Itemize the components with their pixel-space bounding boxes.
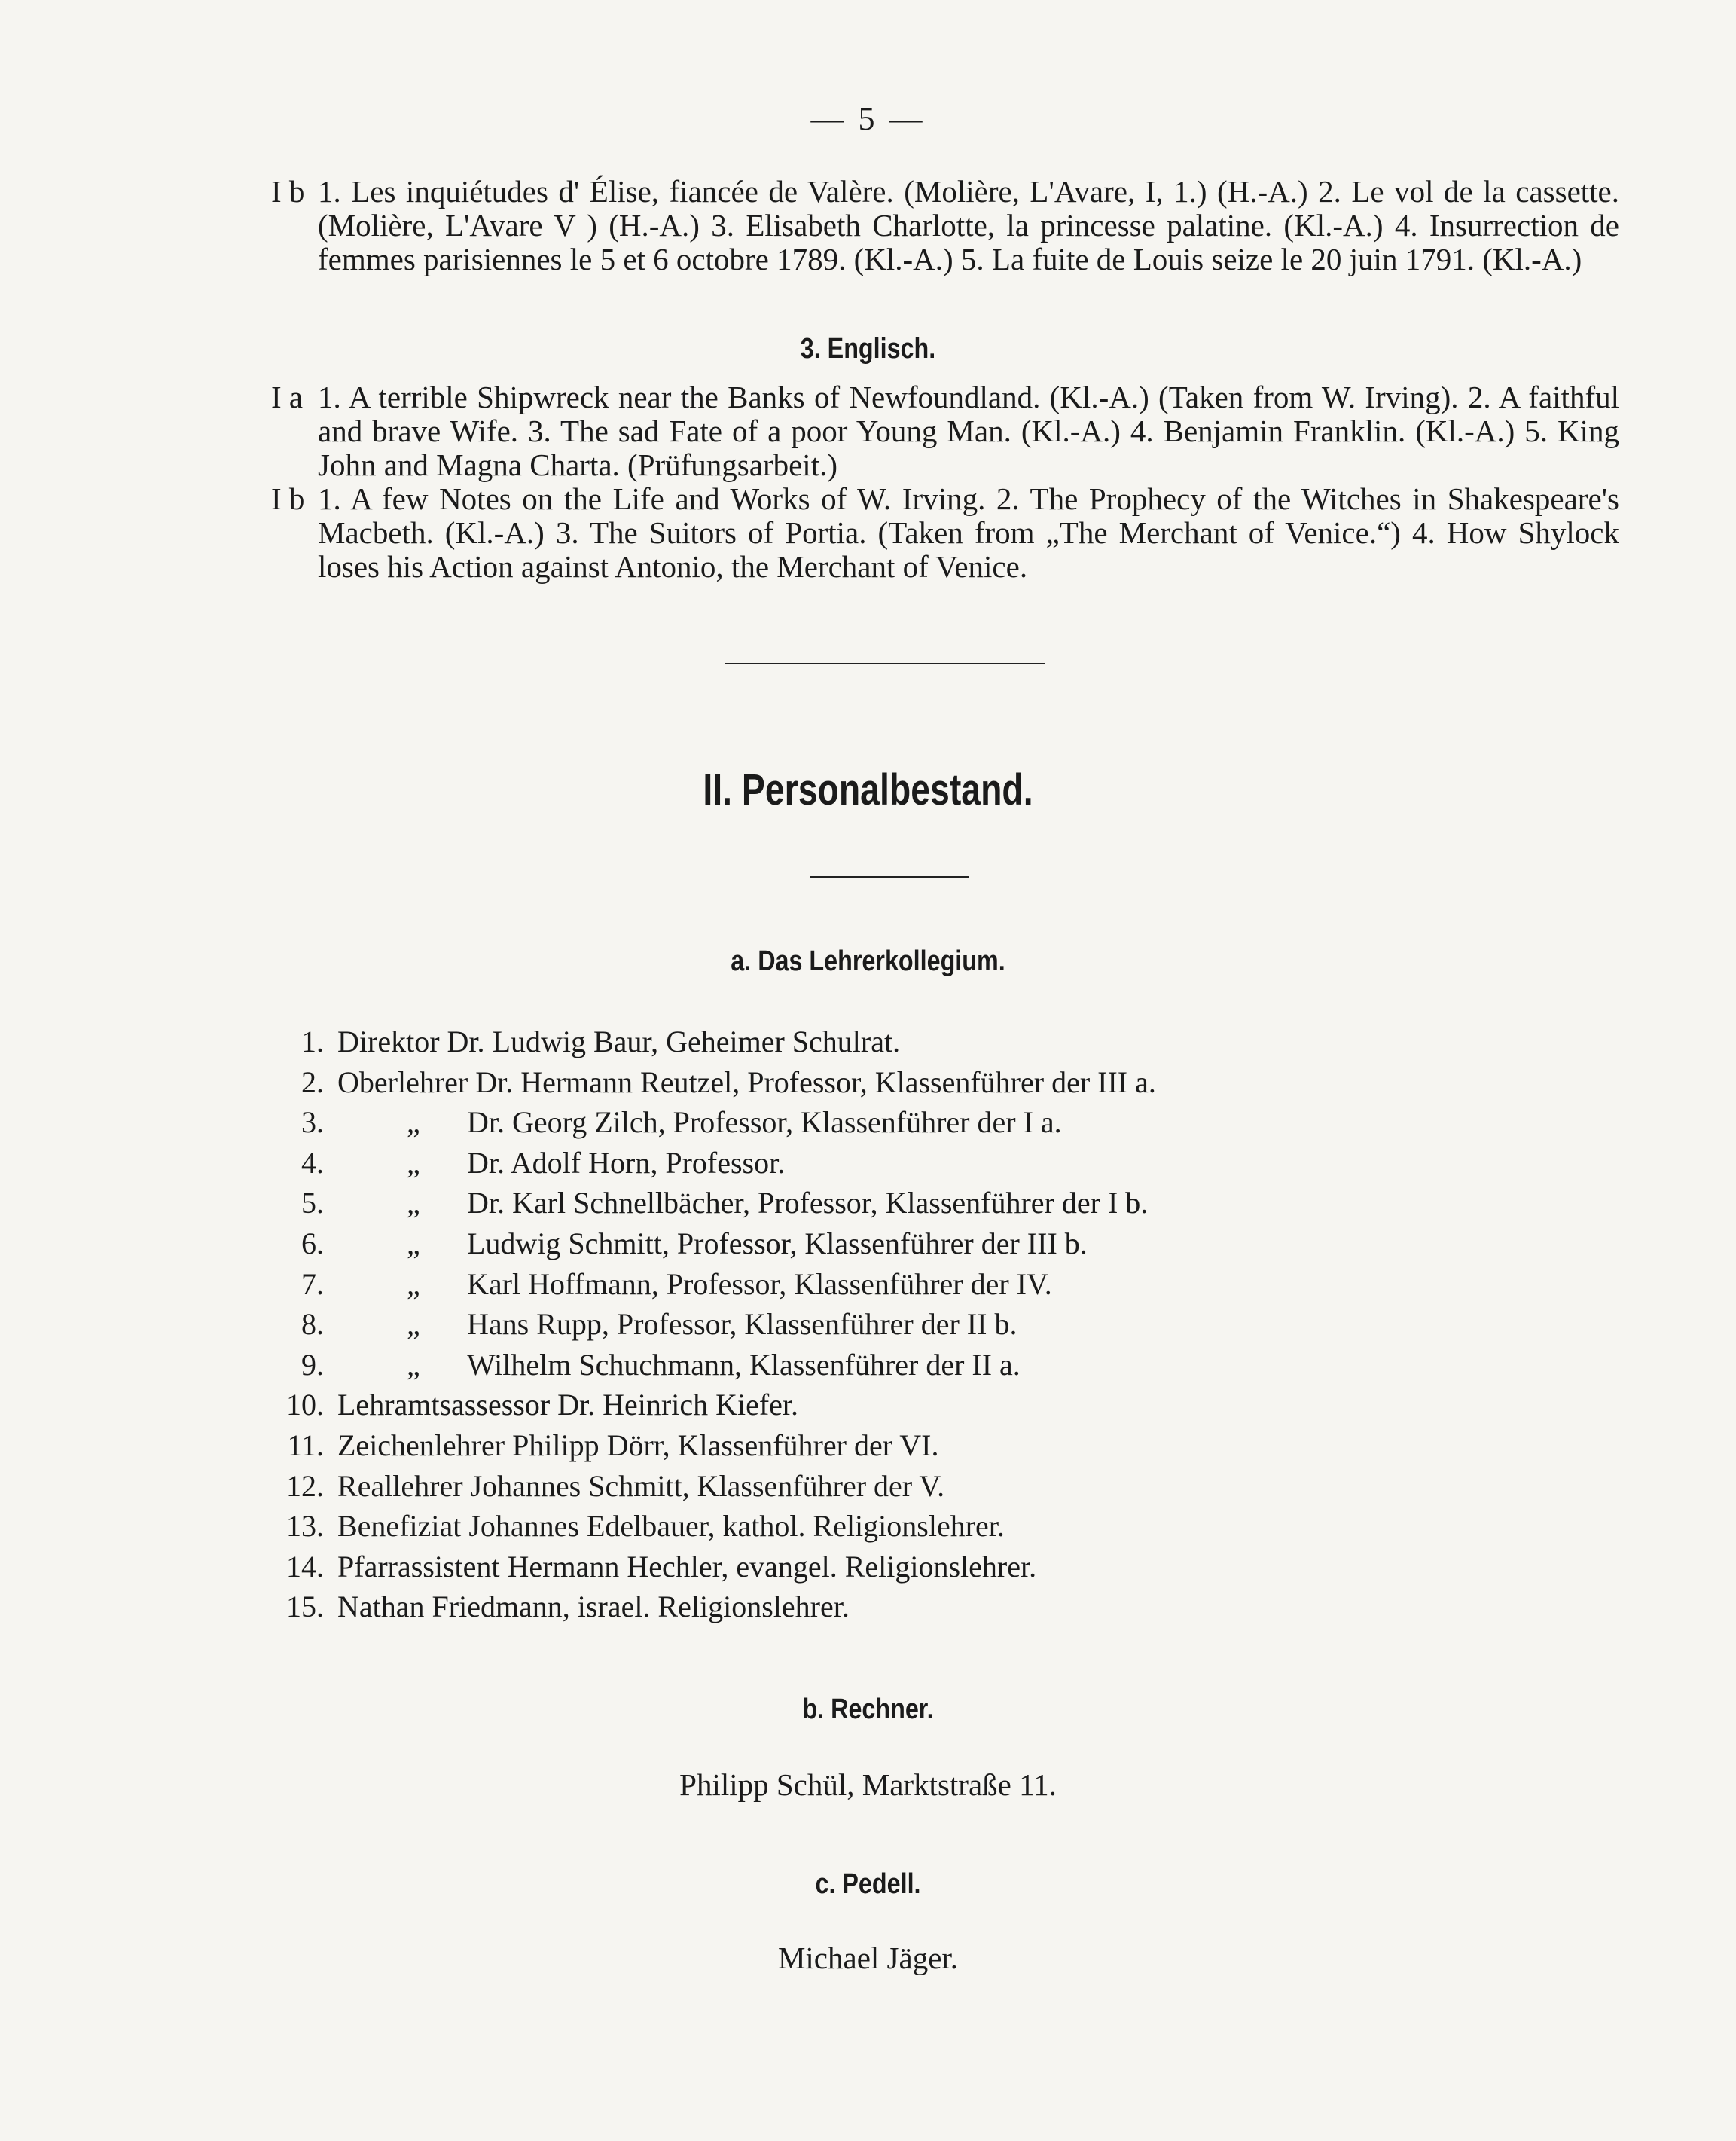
section-title: II. Personalbestand. [703,765,1033,814]
rechner-heading: b. Rechner. [802,1694,934,1725]
rechner-name: Philipp Schül, Marktstraße 11. [679,1767,1057,1802]
list-item: 15. Nathan Friedmann, israel. Religionslehrer. [286,1590,850,1624]
list-item: 10. Lehramtsassessor Dr. Heinrich Kiefer. [286,1388,799,1422]
class-label: I a [271,380,304,414]
ditto-mark: „ [407,1105,420,1140]
page-number: — 5 — [810,100,926,137]
french-topics [271,175,1619,276]
list-item: 5. „ Dr. Karl Schnellbächer, Professor, Klassenführer der I b. [264,1183,1393,1223]
ditto-mark: „ [407,1145,420,1180]
ditto-mark: „ [407,1307,420,1342]
ditto-mark: „ [407,1347,420,1382]
topic-entry [271,482,1619,584]
list-item: 4. „ Dr. Adolf Horn, Professor. [264,1143,1393,1184]
class-label: I b [271,174,305,209]
english-topics [271,380,1619,584]
topic-entry [271,175,1619,276]
list-item: 1. Direktor Dr. Ludwig Baur, Geheimer Schulrat. [301,1025,901,1058]
list-item: 3. „ Dr. Georg Zilch, Professor, Klassenführer der I a. [264,1102,1393,1143]
pedell-name: Michael Jäger. [777,1941,959,1975]
list-item: 2. Oberlehrer Dr. Hermann Reutzel, Professor, Klassenführer der III a. [301,1064,1156,1099]
topic-entry [271,380,1619,482]
list-item: 14. Pfarrassistent Hermann Hechler, evangel. Religionslehrer. [286,1549,1037,1584]
section-divider [725,663,1045,664]
list-item: 8. „ Hans Rupp, Professor, Klassenführer der II b. [264,1304,1393,1345]
list-item: 9. „ Wilhelm Schuchmann, Klassenführer der II a. [264,1345,1393,1385]
ditto-mark: „ [407,1226,420,1260]
list-item: 7. „ Karl Hoffmann, Professor, Klassenführer der IV. [264,1264,1393,1305]
staff-list [264,1022,1393,1627]
staff-heading: a. Das Lehrerkollegium. [731,945,1005,977]
ditto-mark: „ [407,1266,420,1301]
topic-text: 1. Les inquiétudes d' Élise, fiancée de Valère. (Molière, L'Avare, I, 1.) (H.-A.) 2. Le vol de la cassette. (Molière, L'Avare V ) (H.-A.) 3. Elisabeth Charlotte, la princesse palatine. (Kl.-A.) 4. Insurrection de femmes parisiennes le 5 et 6 octobre 1789. (Kl.-A.) 5. La fuite de Louis seize le 20 juin 1791. (Kl.-A.) [318,174,1619,276]
class-label: I b [271,481,305,516]
list-item: 11. Zeichenlehrer Philipp Dörr, Klassenführer der VI. [287,1428,939,1462]
title-underline [810,876,969,878]
list-item: 12. Reallehrer Johannes Schmitt, Klassenführer der V. [286,1468,945,1503]
topic-text: 1. A few Notes on the Life and Works of W. Irving. 2. The Prophecy of the Witches in Shakespeare's Macbeth. (Kl.-A.) 3. The Suitors of Portia. (Taken from „The Merchant of Venice.“) 4. How Shylock loses his Action against Antonio, the Merchant of Venice. [318,481,1619,584]
pedell-heading: c. Pedell. [815,1868,921,1900]
ditto-mark: „ [407,1186,420,1220]
topic-text: 1. A terrible Shipwreck near the Banks of Newfoundland. (Kl.-A.) (Taken from W. Irving). 2. A faithful and brave Wife. 3. The sad Fate of a poor Young Man. (Kl.-A.) 4. Benjamin Franklin. (Kl.-A.) 5. King John and Magna Charta. (Prüfungsarbeit.) [318,380,1619,482]
english-heading: 3. Englisch. [800,333,936,365]
list-item: 6. „ Ludwig Schmitt, Professor, Klassenführer der III b. [264,1223,1393,1264]
list-item: 13. Benefiziat Johannes Edelbauer, kathol. Religionslehrer. [286,1509,1005,1544]
